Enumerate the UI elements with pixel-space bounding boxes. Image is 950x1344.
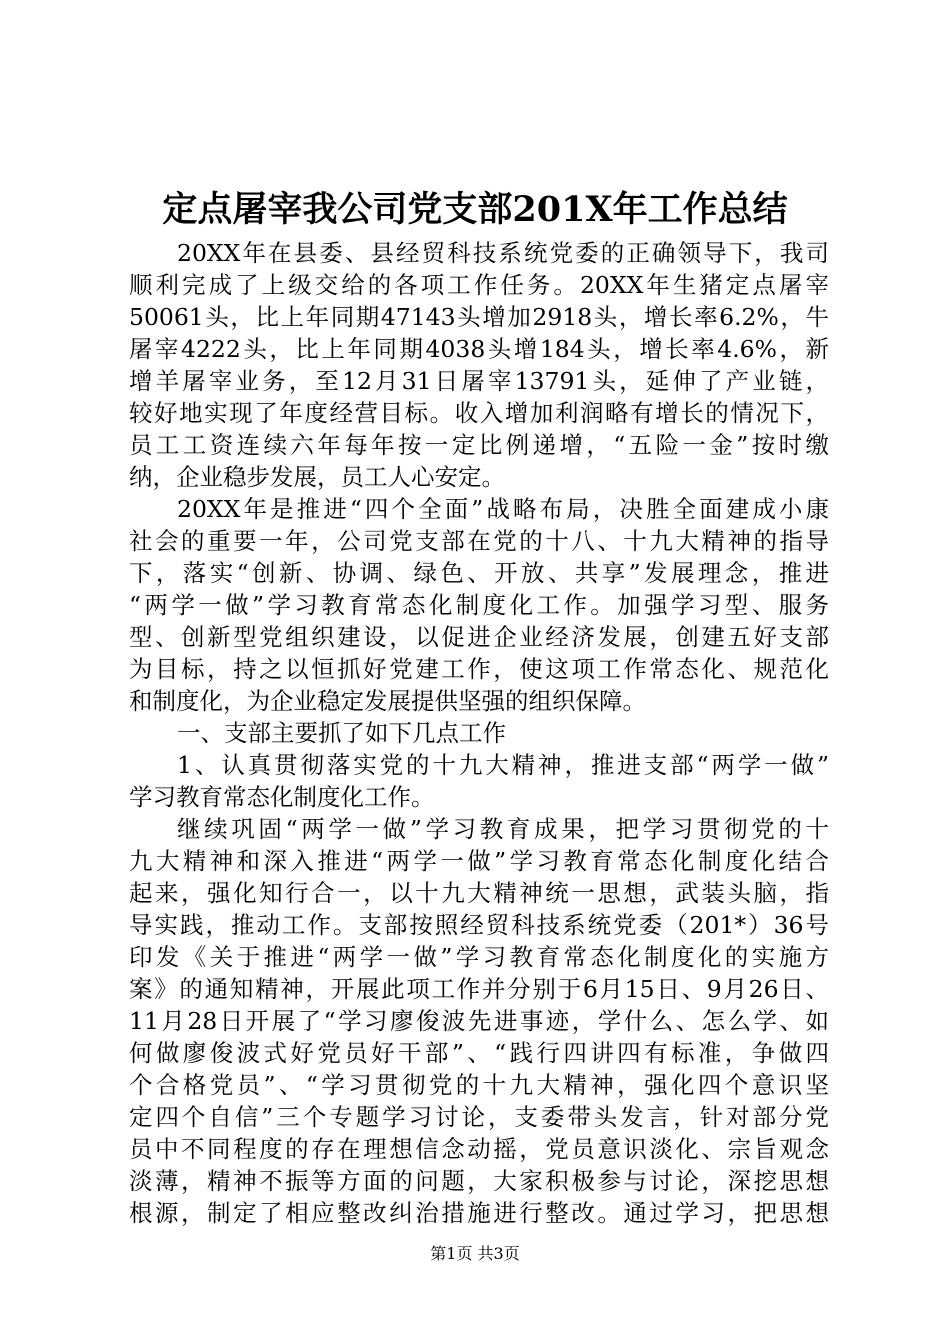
body-line: 顺利完成了上级交给的各项工作任务。20XX年生猪定点屠宰 (129, 271, 829, 299)
body-line: 继续巩固“两学一做”学习教育成果，把学习贯彻党的十 (177, 815, 829, 843)
body-line: 员工工资连续六年每年按一定比例递增，“五险一金”按时缴 (129, 431, 829, 459)
body-line: 社会的重要一年，公司党支部在党的十八、十九大精神的指导 (129, 527, 829, 555)
body-line: 20XX年是推进“四个全面”战略布局，决胜全面建成小康 (177, 495, 829, 523)
body-line: 印发《关于推进“两学一做”学习教育常态化制度化的实施方 (129, 943, 829, 971)
body-line: 为目标，持之以恒抓好党建工作，使这项工作常态化、规范化 (129, 655, 829, 683)
body-line: 定四个自信”三个专题学习讨论，支委带头发言，针对部分党 (129, 1103, 829, 1131)
body-line: 个合格党员”、“学习贯彻党的十九大精神，强化四个意识坚 (129, 1071, 829, 1099)
body-line: 11月28日开展了“学习廖俊波先进事迹，学什么、怎么学、如 (129, 1007, 829, 1035)
body-line: 学习教育常态化制度化工作。 (129, 783, 435, 811)
body-line: 20XX年在县委、县经贸科技系统党委的正确领导下，我司 (177, 239, 829, 267)
body-line: 和制度化，为企业稳定发展提供坚强的组织保障。 (129, 687, 646, 715)
body-line: 1、认真贯彻落实党的十九大精神，推进支部“两学一做” (177, 751, 829, 779)
body-line: 屠宰4222头，比上年同期4038头增184头，增长率4.6%，新 (129, 335, 829, 363)
body-line: 增羊屠宰业务，至12月31日屠宰13791头，延伸了产业链， (129, 367, 829, 395)
body-line: 根源，制定了相应整改纠治措施进行整改。通过学习，把思想 (129, 1199, 829, 1227)
body-line: 导实践，推动工作。支部按照经贸科技系统党委（201*）36号 (129, 911, 829, 939)
document-title: 定点屠宰我公司党支部201X年工作总结 (162, 189, 788, 230)
body-line: 一、支部主要抓了如下几点工作 (177, 719, 506, 747)
body-line: 案》的通知精神，开展此项工作并分别于6月15日、9月26日、 (129, 975, 829, 1003)
body-line: 淡薄，精神不振等方面的问题，大家积极参与讨论，深挖思想 (129, 1167, 829, 1195)
body-line: 下，落实“创新、协调、绿色、开放、共享”发展理念，推进 (129, 559, 829, 587)
document-body (129, 237, 829, 1229)
body-line: 型、创新型党组织建设，以促进企业经济发展，创建五好支部 (129, 623, 829, 651)
body-line: 较好地实现了年度经营目标。收入增加利润略有增长的情况下， (129, 399, 829, 427)
body-line: “两学一做”学习教育常态化制度化工作。加强学习型、服务 (129, 591, 829, 619)
body-line: 起来，强化知行合一，以十九大精神统一思想，武装头脑，指 (129, 879, 829, 907)
body-line: 员中不同程度的存在理想信念动摇，党员意识淡化、宗旨观念 (129, 1135, 829, 1163)
body-line: 纳，企业稳步发展，员工人心安定。 (129, 463, 505, 491)
page-footer: 第1页 共3页 (430, 1244, 520, 1263)
body-line: 50061头，比上年同期47143头增加2918头，增长率6.2%，牛 (129, 303, 829, 331)
body-line: 九大精神和深入推进“两学一做”学习教育常态化制度化结合 (129, 847, 829, 875)
body-line: 何做廖俊波式好党员好干部”、“践行四讲四有标准，争做四 (129, 1039, 829, 1067)
